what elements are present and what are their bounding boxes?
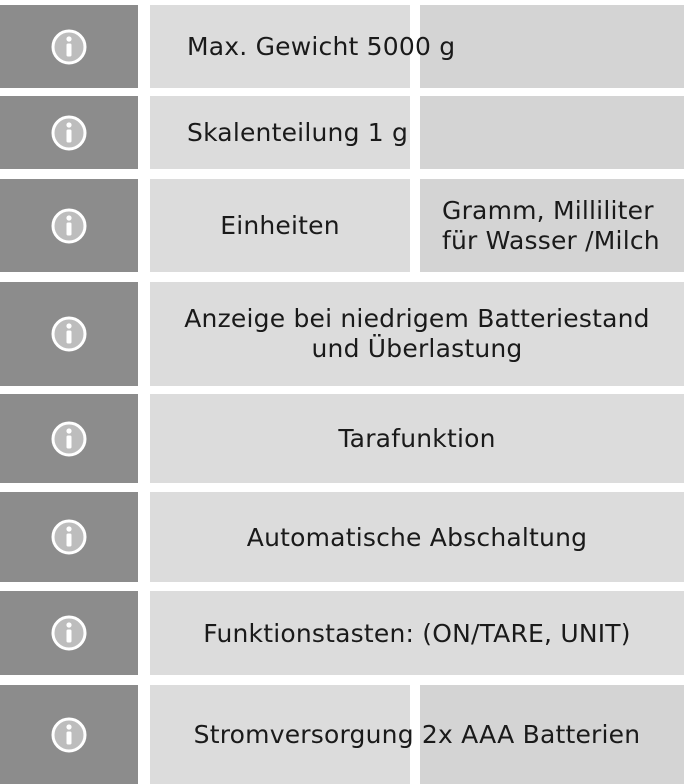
spec-value-line2: für Wasser /Milch <box>442 225 660 255</box>
spec-text: Automatische Abschaltung <box>246 522 588 552</box>
spec-text: Funktionstasten: (ON/TARE, UNIT) <box>203 618 631 648</box>
spec-row-power-supply <box>0 685 684 784</box>
spec-value-line1: Gramm, Milliliter <box>442 195 654 225</box>
spec-row-scale-division <box>0 96 684 169</box>
spec-row-units <box>0 179 684 272</box>
info-icon-cell <box>0 282 138 386</box>
spec-row-function-keys <box>0 591 684 675</box>
spec-value-cell <box>420 96 684 169</box>
spec-value <box>442 179 660 272</box>
spec-text: Skalenteilung 1 g <box>187 118 409 147</box>
spec-text-line1: Anzeige bei niedrigem Batteriestand <box>184 304 650 333</box>
spec-text: Tarafunktion <box>338 424 496 453</box>
spec-row-low-battery <box>0 282 684 386</box>
spec-text-line2: und Überlastung <box>311 334 523 363</box>
info-icon-cell <box>0 685 138 784</box>
info-icon-cell <box>0 394 138 483</box>
spec-row-auto-off <box>0 492 684 582</box>
spec-label: Einheiten <box>220 211 340 240</box>
spec-row-tare <box>0 394 684 483</box>
info-icon-cell <box>0 96 138 169</box>
info-icon-cell <box>0 492 138 582</box>
spec-text <box>150 282 684 386</box>
info-icon-cell <box>0 591 138 675</box>
spec-text: Stromversorgung 2x AAA Batterien <box>193 720 641 749</box>
spec-text: Max. Gewicht 5000 g <box>187 32 456 61</box>
spec-row-max-weight <box>0 5 684 88</box>
info-icon-cell <box>0 179 138 272</box>
info-icon-cell <box>0 5 138 88</box>
spec-value-cell <box>420 5 684 88</box>
